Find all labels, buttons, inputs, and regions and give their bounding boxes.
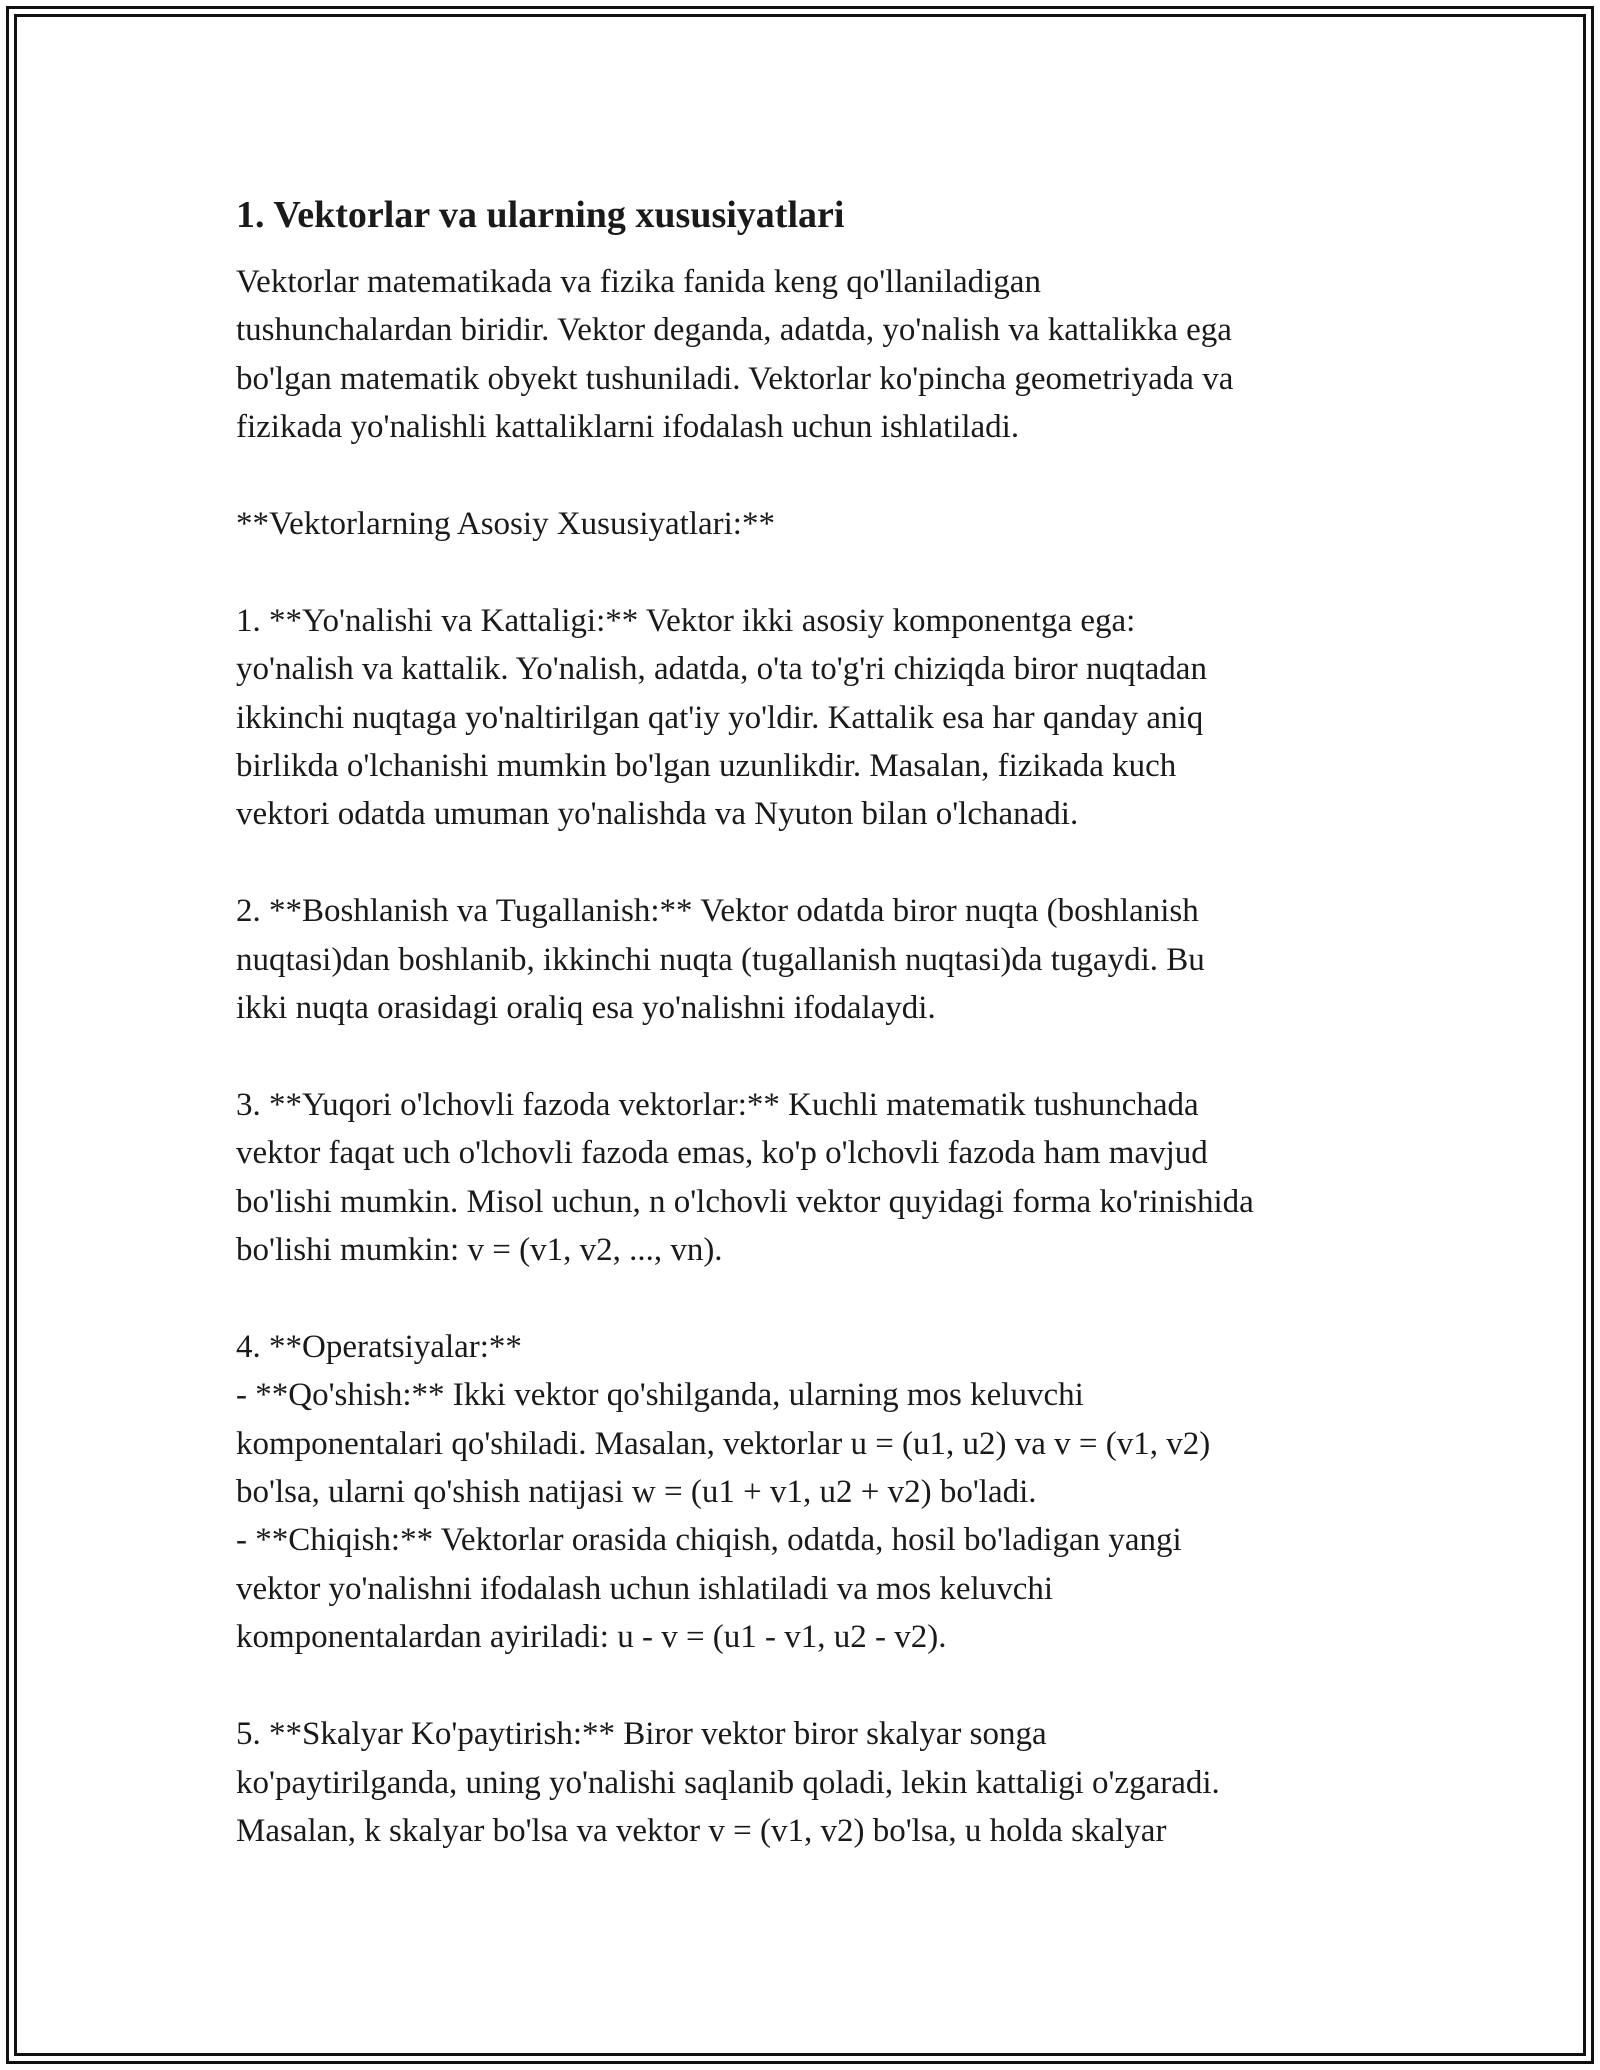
intro-paragraph: Vektorlar matematikada va fizika fanida keng qo'llaniladigan tushunchalardan biridir. Vektor deganda, adatda, yo'nalish va kattalikka ega bo'lgan matematik obyekt tushuniladi. Vektorlar ko'pincha geometriyada va fizikada yo'nalishli kattaliklarni ifodalash uchun ishlatiladi. [236, 264, 1234, 446]
list-item-operations: 4. **Operatsiyalar:** - **Qo'shish:** Ikki vektor qo'shilganda, ularning mos keluvchi komponentalari qo'shiladi. Masalan, vektorlar u = (u1, u2) va v = (v1, v2) bo'lsa, ularni qo'shish natijasi w = (u1 + v1, u2 + v2) bo'ladi. - **Chiqish:** Vektorlar orasida chiqish, odatda, hosil bo'ladigan yangi vektor yo'nalishni ifodalash uchun ishlatiladi va mos keluvchi komponentalardan ayiriladi: u - v = (u1 - v1, u2 - v2). [236, 1328, 1211, 1656]
list-item-higher-dimensions: 3. **Yuqori o'lchovli fazoda vektorlar:** Kuchli matematik tushunchada vektor faqat uch o'lchovli fazoda emas, ko'p o'lchovli fazoda ham mavjud bo'lishi mumkin. Misol uchun, n o'lchovli vektor quyidagi forma ko'rinishida bo'lishi mumkin: v = (v1, v2, ..., vn). [236, 1086, 1254, 1269]
list-item-direction-magnitude: 1. **Yo'nalishi va Kattaligi:** Vektor ikki asosiy komponentga ega: yo'nalish va kattalik. Yo'nalish, adatda, o'ta to'g'ri chiziqda biror nuqtadan ikkinchi nuqtaga yo'naltirilgan qat'iy yo'ldir. Kattalik esa har qanday aniq birlikda o'lchanishi mumkin bo'lgan uzunlikdir. Masalan, fizikada kuch vektori odatda umuman yo'nalishda va Nyuton bilan o'lchanadi. [236, 602, 1207, 833]
list-item-start-end: 2. **Boshlanish va Tugallanish:** Vektor odatda biror nuqta (boshlanish nuqtasi)dan boshlanib, ikkinchi nuqta (tugallanish nuqtasi)da tugaydi. Bu ikki nuqta orasidagi oraliq esa yo'nalishni ifodalaydi. [236, 893, 1205, 1027]
properties-subheading: **Vektorlarning Asosiy Xususiyatlari:** [236, 506, 775, 543]
section-heading: 1. Vektorlar va ularning xususiyatlari [236, 194, 845, 236]
document-body [236, 186, 1396, 1855]
list-item-scalar-multiplication: 5. **Skalyar Ko'paytirish:** Biror vektor biror skalyar songa ko'paytirilganda, uning yo'nalishi saqlanib qoladi, lekin kattaligi o'zgaradi. Masalan, k skalyar bo'lsa va vektor v = (v1, v2) bo'lsa, u holda skalyar [236, 1716, 1220, 1849]
